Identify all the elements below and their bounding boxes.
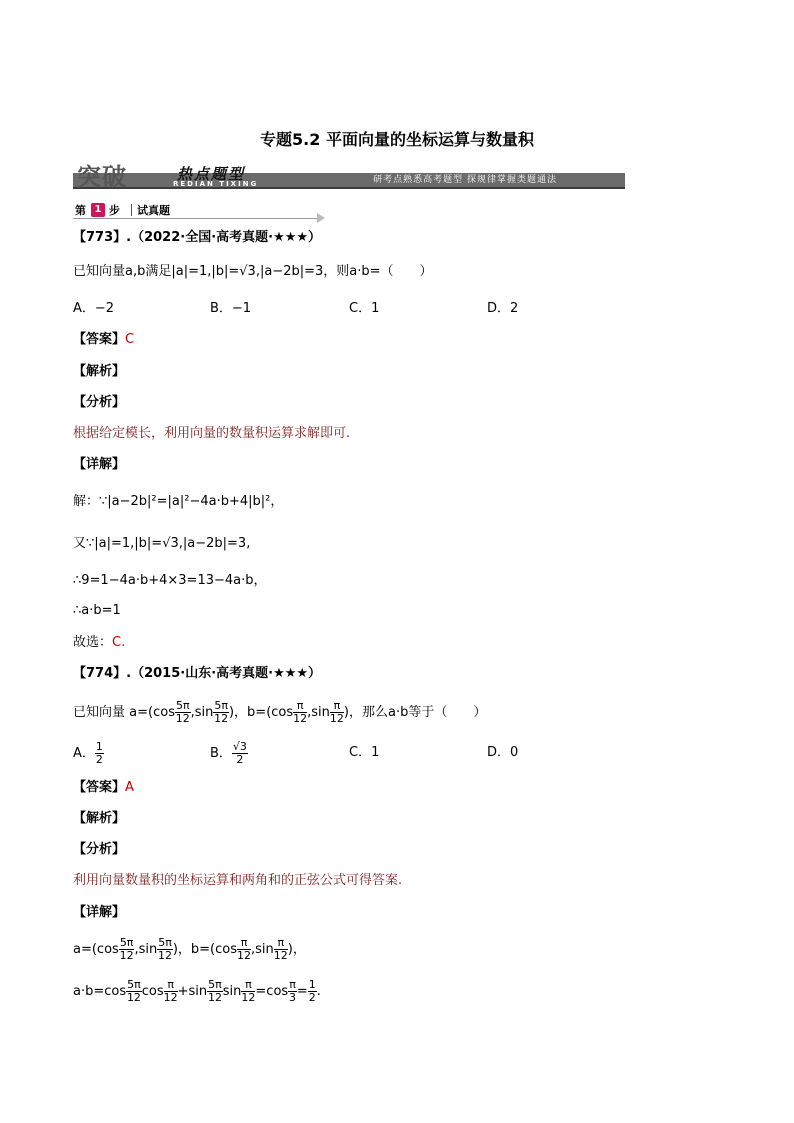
section-banner [73, 163, 625, 191]
problem-question [73, 700, 486, 725]
fenxi-label: 【分析】 [73, 395, 126, 410]
option-b: B．−1 [210, 301, 252, 316]
question-prefix: 已知向量 [73, 705, 126, 720]
detail-line: ∴a·b=1 [73, 603, 121, 618]
step-number: 1 [91, 203, 105, 217]
step-divider [131, 204, 132, 216]
question-suffix: ，那么a·b等于（ ） [349, 705, 487, 720]
step-prefix: 第 [75, 204, 86, 217]
step-label: 试真题 [137, 204, 170, 217]
answer-value: A [125, 780, 134, 795]
option-a-label: A． [73, 746, 95, 761]
fenxi-text: 根据给定模长，利用向量的数量积运算求解即可. [73, 426, 351, 441]
option-a [73, 741, 104, 766]
page-title: 专题5.2 平面向量的坐标运算与数量积 [260, 130, 534, 149]
banner-tag-sub: REDIAN TIXING [173, 180, 259, 188]
conclusion-value: C. [112, 635, 126, 650]
detail-line: 解：∵|a−2b|²=|a|²−4a·b+4|b|²， [73, 494, 284, 509]
fenxi-label: 【分析】 [73, 842, 126, 857]
answer-line [73, 779, 134, 797]
step-bar [73, 202, 325, 220]
answer-value: C [125, 332, 135, 347]
option-b-label: B． [210, 746, 232, 761]
conclusion-label: 故选： [73, 635, 113, 650]
answer-label: 【答案】 [73, 332, 126, 347]
option-c: C．1 [349, 745, 380, 760]
analysis-label: 【解析】 [73, 364, 126, 379]
banner-main-text: 突破 [77, 163, 127, 191]
banner-slogan: 研考点熟悉高考题型 探规律掌握类题通法 [373, 175, 557, 185]
option-c: C．1 [349, 301, 380, 316]
fenxi-text: 利用向量数量积的坐标运算和两角和的正弦公式可得答案. [73, 873, 403, 888]
option-d: D．2 [487, 301, 519, 316]
detail-line: 又∵|a|=1,|b|=√3,|a−2b|=3, [73, 536, 251, 551]
detail-label: 【详解】 [73, 457, 126, 472]
detail-line: a=(cos $\frac{5\pi}{12}$ ,sin $\frac{5\pi}{12}$ )，b=(cos $\frac{\pi}{12}$ ,sin $\frac{\pi}{12}$ )， [73, 936, 306, 962]
option-b [210, 741, 248, 766]
detail-label: 【详解】 [73, 905, 126, 920]
conclusion-line [73, 634, 125, 652]
option-b-value: $\frac{√3}{2}$ [232, 740, 247, 766]
step-underline [73, 218, 323, 219]
problem-header: 【774】.（2015·山东·高考真题·★★★） [73, 666, 322, 681]
analysis-label: 【解析】 [73, 811, 126, 826]
answer-line [73, 331, 134, 349]
step-suffix: 步 [109, 204, 120, 217]
banner-tag: 热点题型 [177, 165, 246, 183]
option-d: D．0 [487, 745, 519, 760]
problem-question: 已知向量a,b满足|a|=1,|b|=√3,|a−2b|=3，则a·b=（ ） [73, 264, 433, 279]
option-a-value: $\frac{1}{2}$ [95, 740, 103, 766]
detail-line: a·b=cos $\frac{5\pi}{12}$ cos $\frac{\pi}{12}$ +sin $\frac{5\pi}{12}$ sin $\frac{\pi}{12}$ =cos $\frac{\pi}{3}$ = $\frac{1}{2}$ . [73, 978, 321, 1004]
step-arrow-icon [317, 213, 325, 223]
vector-a-def: a=(cos $\frac{5\pi}{12}$ ,sin $\frac{5\pi}{12}$ )，b=(cos $\frac{\pi}{12}$ ,sin $\frac{\pi}{12}$ ) [129, 699, 349, 725]
option-a: A．−2 [73, 301, 115, 316]
banner-stripe [73, 187, 625, 189]
detail-line: ∴9=1−4a·b+4×3=13−4a·b， [73, 573, 267, 588]
problem-header: 【773】.（2022·全国·高考真题·★★★） [73, 230, 322, 245]
answer-label: 【答案】 [73, 780, 126, 795]
